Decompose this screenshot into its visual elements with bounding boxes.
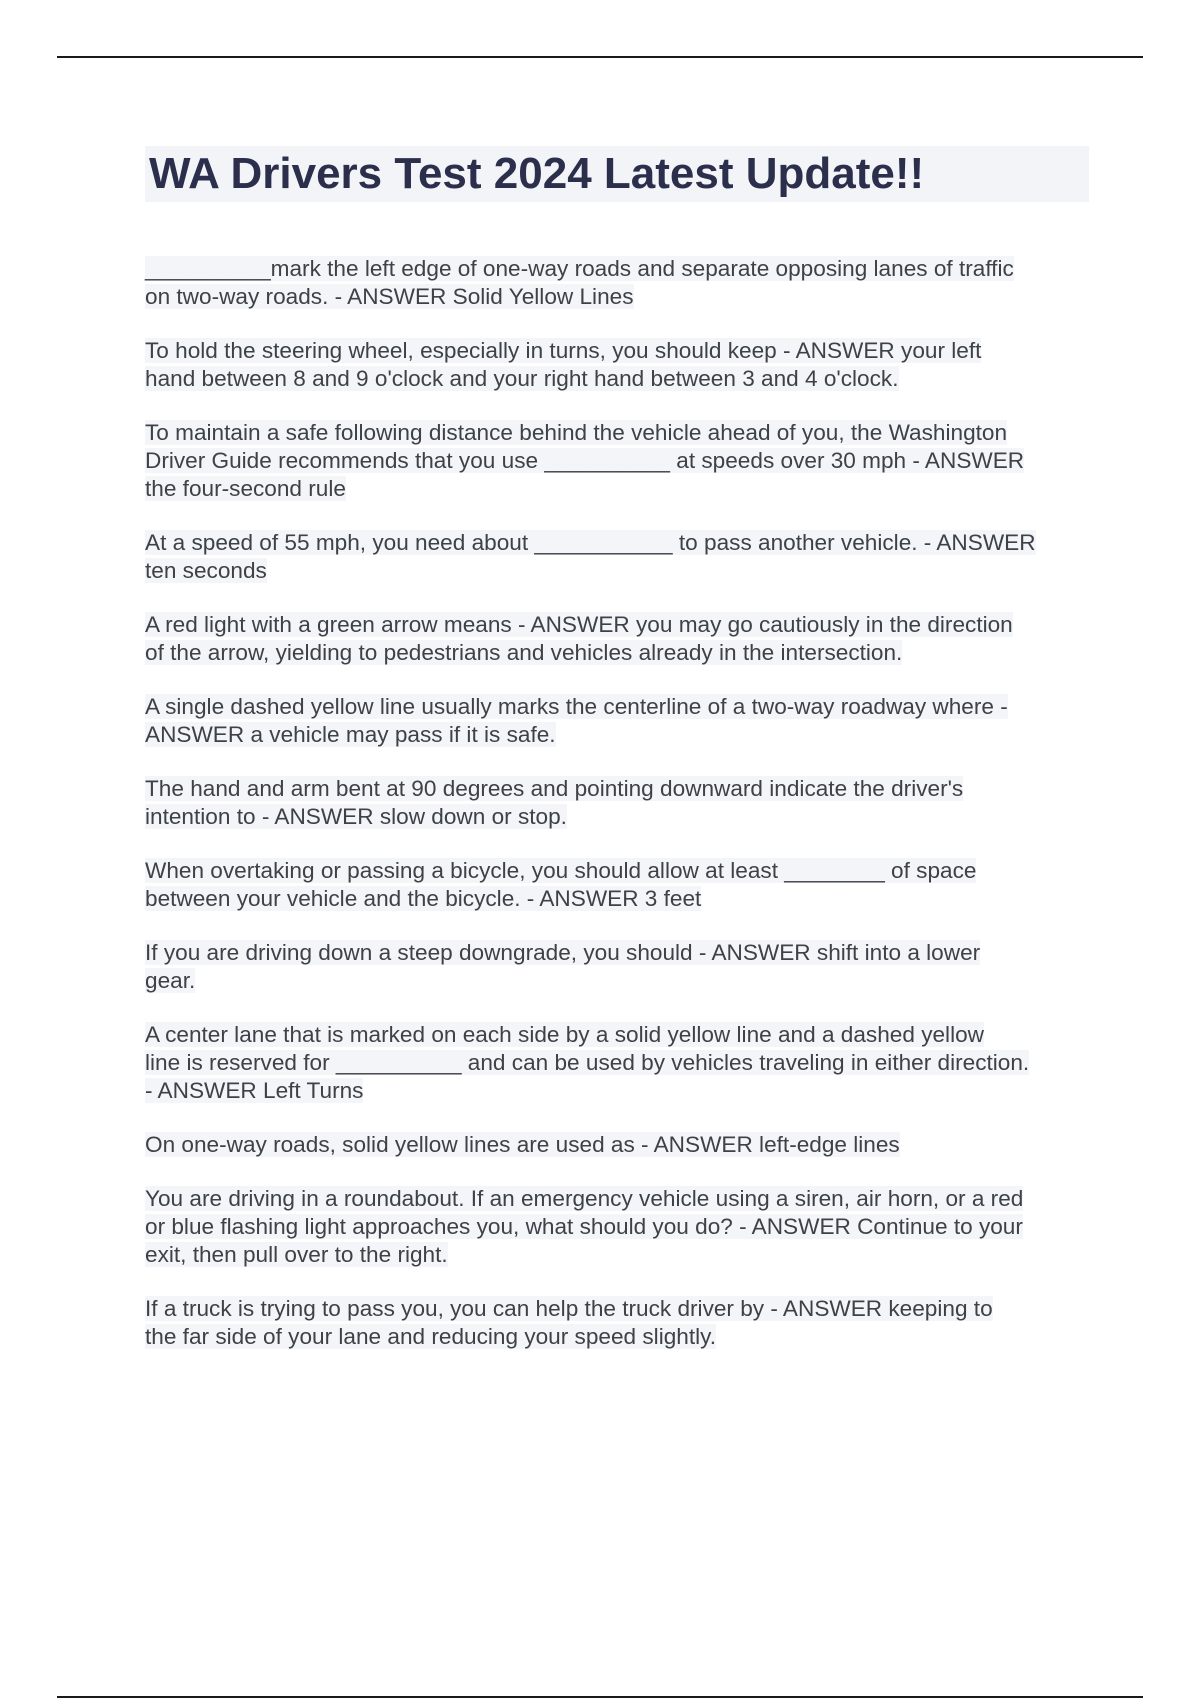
qa-item: You are driving in a roundabout. If an emergency vehicle using a siren, air horn, or a red or blue flashing light approaches you, what should you do? - ANSWER Continue to your exit, then pull over to the right. [145, 1186, 1024, 1267]
qa-item: A single dashed yellow line usually marks the centerline of a two-way roadway where - ANSWER a vehicle may pass if it is safe. [145, 694, 1008, 747]
header-rule [57, 56, 1143, 58]
qa-item: To maintain a safe following distance behind the vehicle ahead of you, the Washington Driver Guide recommends that you use __________ at speeds over 30 mph - ANSWER the four-second rule [145, 420, 1025, 501]
qa-item: A center lane that is marked on each side by a solid yellow line and a dashed yellow line is reserved for __________ and can be used by vehicles traveling in either direction. - ANSWER Left Turns [145, 1022, 1030, 1103]
qa-list [145, 255, 1090, 1377]
footer-rule [57, 1696, 1143, 1698]
qa-item: On one-way roads, solid yellow lines are used as - ANSWER left-edge lines [145, 1132, 900, 1157]
qa-item: If you are driving down a steep downgrade, you should - ANSWER shift into a lower gear. [145, 940, 981, 993]
qa-item: To hold the steering wheel, especially in turns, you should keep - ANSWER your left hand between 8 and 9 o'clock and your right hand between 3 and 4 o'clock. [145, 338, 982, 391]
qa-item: A red light with a green arrow means - ANSWER you may go cautiously in the direction of the arrow, yielding to pedestrians and vehicles already in the intersection. [145, 612, 1013, 665]
title-block [145, 146, 1089, 202]
qa-item: At a speed of 55 mph, you need about ___________ to pass another vehicle. - ANSWER ten seconds [145, 530, 1036, 583]
qa-item: __________mark the left edge of one-way roads and separate opposing lanes of traffic on two-way roads. - ANSWER Solid Yellow Lines [145, 256, 1014, 309]
page-title: WA Drivers Test 2024 Latest Update!! [149, 149, 925, 198]
qa-item: The hand and arm bent at 90 degrees and pointing downward indicate the driver's intention to - ANSWER slow down or stop. [145, 776, 964, 829]
qa-item: When overtaking or passing a bicycle, you should allow at least ________ of space between your vehicle and the bicycle. - ANSWER 3 feet [145, 858, 977, 911]
qa-item: If a truck is trying to pass you, you can help the truck driver by - ANSWER keeping to the far side of your lane and reducing your speed slightly. [145, 1296, 993, 1349]
